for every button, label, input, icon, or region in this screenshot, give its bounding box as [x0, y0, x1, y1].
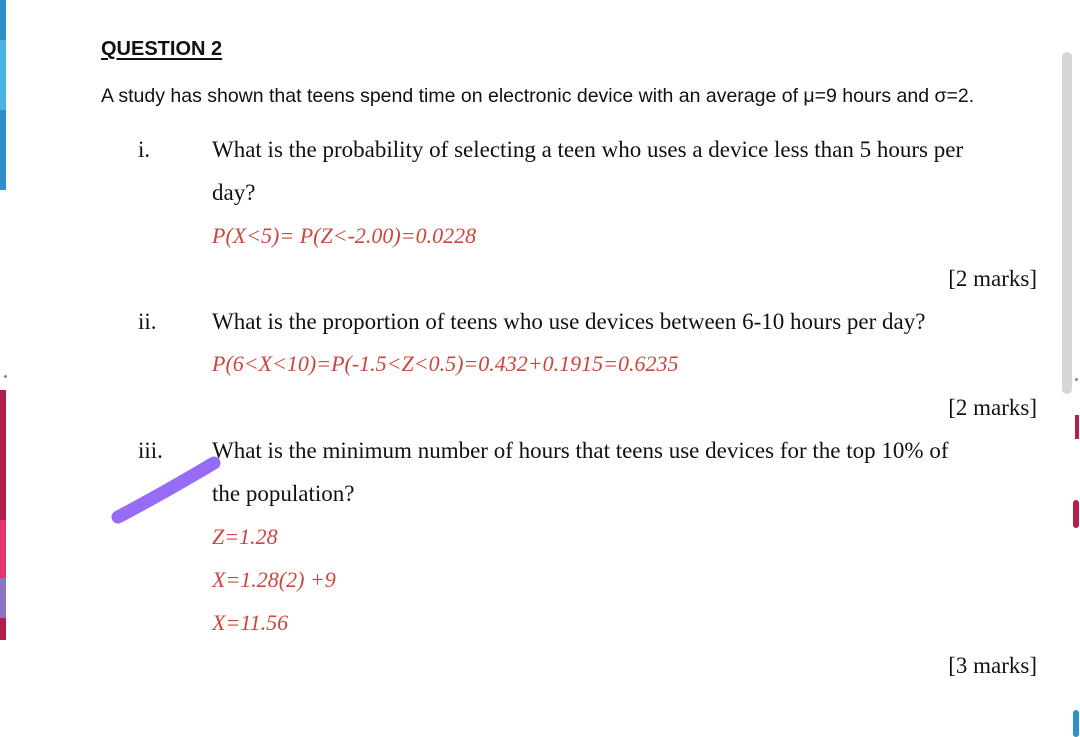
question-text-line: What is the probability of selecting a teen who uses a device less than 5 hours per — [212, 137, 964, 162]
left-edge-strip-accent-3 — [0, 578, 6, 618]
question-heading: QUESTION 2 — [101, 38, 223, 60]
answer-line: X=11.56 — [212, 610, 289, 635]
left-edge-strip-accent — [0, 40, 6, 110]
answer-line: X=1.28(2) +9 — [212, 567, 336, 592]
question-text-line: the population? — [212, 481, 355, 506]
answer-line: P(6<X<10)=P(-1.5<Z<0.5)=0.432+0.1915=0.6235 — [212, 351, 679, 376]
marks-label: [3 marks] — [948, 653, 1037, 678]
answer-line: Z=1.28 — [212, 524, 278, 549]
highlighter-stroke — [110, 455, 230, 535]
right-edge-mark — [1073, 500, 1079, 528]
right-edge-mark — [1073, 710, 1079, 737]
vertical-scrollbar[interactable] — [1062, 52, 1072, 394]
marks-label: [2 marks] — [948, 266, 1037, 291]
question-number: iii. — [138, 438, 163, 463]
question-intro: A study has shown that teens spend time on electronic device with an average of μ=9 hours and σ=2. — [101, 85, 975, 107]
question-number: i. — [138, 137, 151, 162]
question-text-line: What is the proportion of teens who use devices between 6-10 hours per day? — [212, 309, 926, 334]
question-text-line: day? — [212, 180, 256, 205]
edge-dot — [4, 375, 7, 378]
right-edge-mark — [1075, 415, 1079, 439]
edge-dot — [1075, 378, 1078, 381]
answer-line: P(X<5)= P(Z<-2.00)=0.0228 — [212, 223, 477, 248]
marks-label: [2 marks] — [948, 395, 1037, 420]
question-text-line: What is the minimum number of hours that teens use devices for the top 10% of — [212, 438, 949, 463]
question-number: ii. — [138, 309, 157, 334]
